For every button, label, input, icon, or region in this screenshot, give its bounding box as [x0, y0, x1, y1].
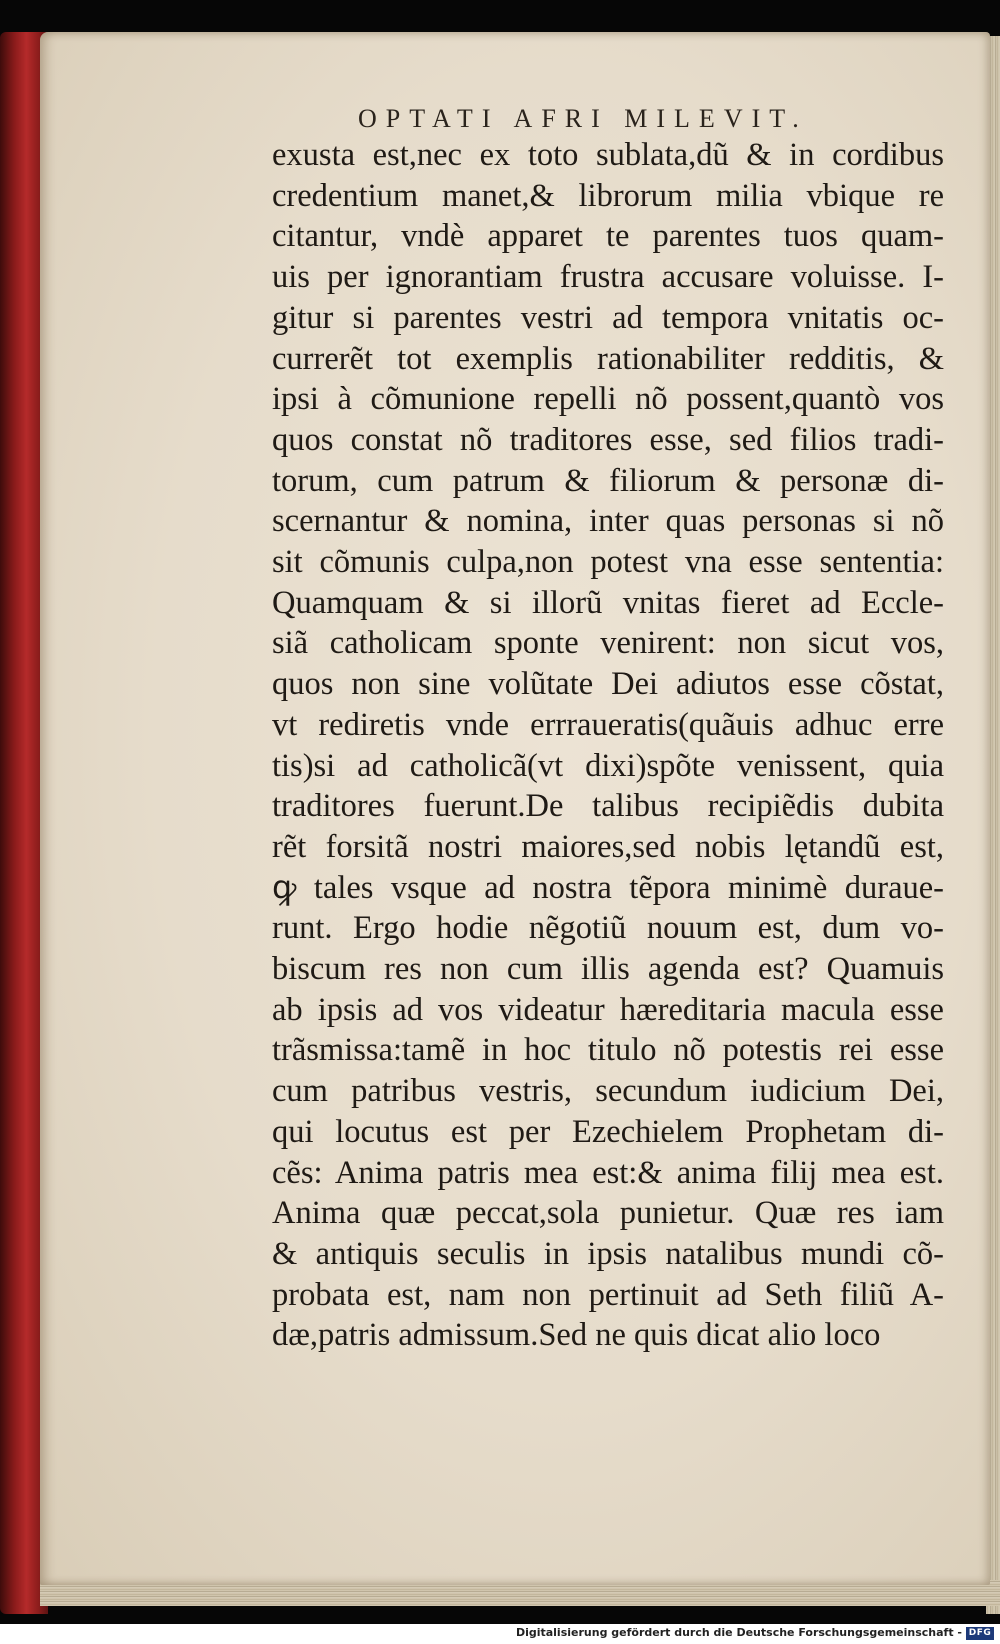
text-line: & antiquis seculis in ipsis natalibus mundi cõ- — [272, 1235, 944, 1272]
text-line: tis)si ad catholicã(vt dixi)spõte venissent, quia — [272, 747, 944, 784]
text-line: Quamquam & si illorũ vnitas fieret ad Eccle- — [272, 584, 944, 621]
text-line: rẽt forsitã nostri maiores,sed nobis lętandũ est, — [272, 828, 944, 865]
text-line: exusta est,nec ex toto sublata,dũ & in cordibus — [272, 137, 944, 173]
text-line: quos constat nõ traditores esse, sed filios tradi- — [272, 421, 944, 458]
text-line: credentium manet,& librorum milia vbique re — [272, 177, 944, 214]
text-line: ab ipsis ad vos videatur hæreditaria macula esse — [272, 991, 944, 1028]
dfg-logo: DFG — [966, 1627, 994, 1640]
text-line: ipsi à cõmunione repelli nõ possent,quantò vos — [272, 381, 944, 418]
text-line: trãsmissa:tamẽ in hoc titulo nõ potestis rei esse — [272, 1032, 944, 1069]
text-line: probata est, nam non pertinuit ad Seth filiũ A- — [272, 1276, 944, 1313]
funding-credit: Digitalisierung gefördert durch die Deutsche Forschungsgemeinschaft - — [515, 1626, 962, 1639]
text-line: scernantur & nomina, inter quas personas si nõ — [272, 503, 944, 540]
text-line: cum patribus vestris, secundum iudicium Dei, — [272, 1073, 944, 1110]
text-line: gitur si parentes vestri ad tempora vnitatis oc- — [272, 299, 944, 336]
text-line: traditores fuerunt.De talibus recipiẽdis dubita — [272, 788, 944, 825]
text-line: citantur, vndè apparet te parentes tuos quam- — [272, 218, 944, 255]
text-line: uis per ignorantiam frustra accusare voluisse. I- — [272, 259, 944, 296]
text-line: torum, cum patrum & filiorum & personæ di- — [272, 462, 944, 499]
text-line: vt rediretis vnde errraueratis(quãuis adhuc erre — [272, 706, 944, 743]
text-line: dæ,patris admissum.Sed ne quis dicat alio loco — [272, 1317, 881, 1354]
running-head: OPTATI AFRI MILEVIT. — [358, 104, 808, 133]
text-line: cẽs: Anima patris mea est:& anima filij mea est. — [272, 1154, 944, 1191]
text-line: siã catholicam sponte venirent: non sicut vos, — [272, 625, 944, 662]
digitization-footer — [0, 1624, 1000, 1644]
text-line: quos non sine volũtate Dei adiutos esse cõstat, — [272, 666, 944, 703]
text-line: runt. Ergo hodie nẽgotiũ nouum est, dum vo- — [272, 910, 944, 947]
text-line: qui locutus est per Ezechielem Prophetam di- — [272, 1113, 944, 1150]
text-line: Anima quæ peccat,sola punietur. Quæ res iam — [272, 1195, 944, 1232]
text-line: biscum res non cum illis agenda est? Quamuis — [272, 951, 944, 988]
text-line: currerẽt tot exemplis rationabiliter redditis, & — [272, 340, 944, 377]
text-line: ꝙ tales vsque ad nostra tẽpora minimè duraue- — [272, 869, 944, 906]
text-line: sit cõmunis culpa,non potest vna esse sententia: — [272, 544, 944, 581]
body-text — [272, 135, 944, 1356]
